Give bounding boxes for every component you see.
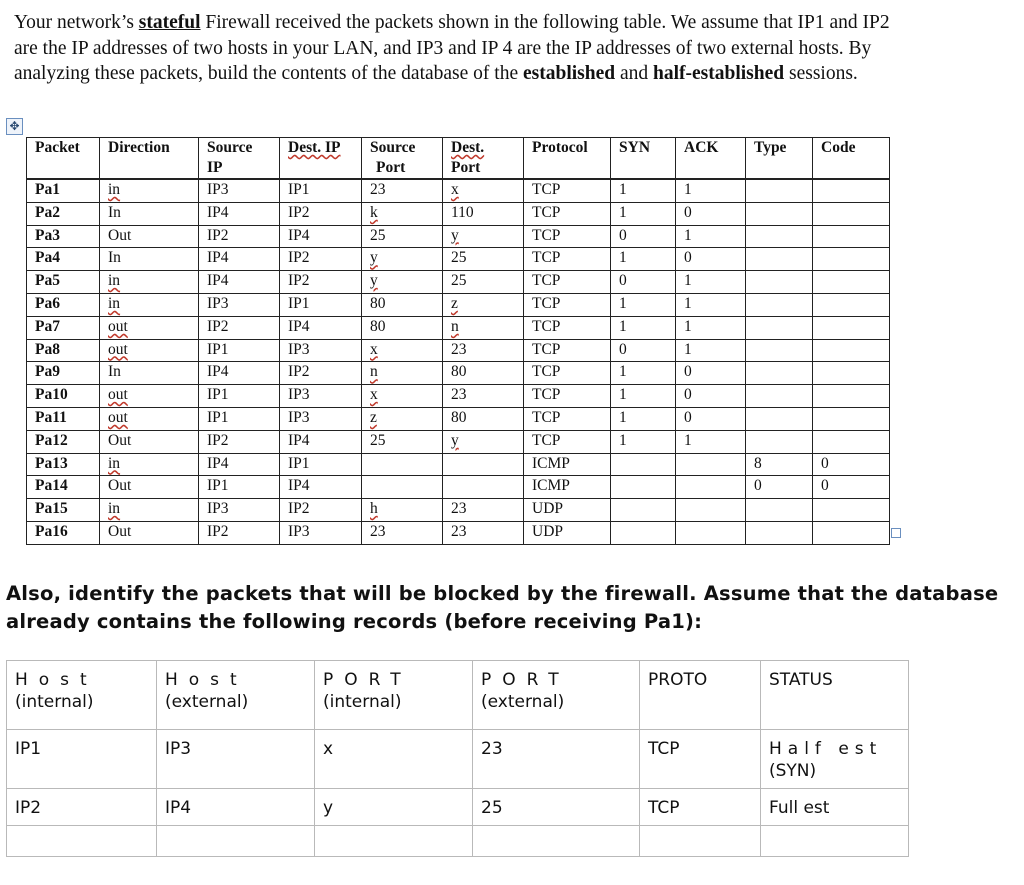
header-ack: ACK	[676, 138, 746, 180]
cell-source-port: 25	[362, 225, 443, 248]
cell-source-port: y	[362, 248, 443, 271]
cell-dest-ip: IP1	[280, 293, 362, 316]
cell-ack: 0	[676, 385, 746, 408]
cell-direction: In	[100, 362, 199, 385]
cell-code	[813, 407, 890, 430]
intro-half-established: half-established	[653, 63, 785, 84]
cell-type: 0	[746, 476, 813, 499]
cell-protocol: TCP	[524, 271, 611, 294]
cell-dest-port	[443, 453, 524, 476]
cell-direction: In	[100, 202, 199, 225]
cell-packet: Pa4	[27, 248, 100, 271]
cell-direction: in	[100, 453, 199, 476]
cell-packet: Pa8	[27, 339, 100, 362]
question-paragraph: Also, identify the packets that will be blocked by the firewall. Assume that the database already contains the following records (before receiving Pa1):	[6, 582, 999, 633]
cell-dest-port: 25	[443, 271, 524, 294]
cell-protocol: TCP	[524, 339, 611, 362]
cell-type	[746, 521, 813, 544]
cell-dest-ip: IP1	[280, 179, 362, 202]
cell-dest-port: 23	[443, 385, 524, 408]
empty-cell	[473, 826, 640, 857]
cell-source-ip: IP1	[199, 476, 280, 499]
header-source-ip: Source IP	[199, 138, 280, 180]
cell-source-ip: IP3	[199, 179, 280, 202]
cell-packet: Pa16	[27, 521, 100, 544]
cell-code	[813, 202, 890, 225]
cell-source-ip: IP4	[199, 362, 280, 385]
cell-packet: Pa9	[27, 362, 100, 385]
cell-ack	[676, 453, 746, 476]
cell-dest-port: 110	[443, 202, 524, 225]
header-host-internal: Host (internal)	[7, 661, 157, 730]
cell-protocol: TCP	[524, 248, 611, 271]
cell-dest-port: 23	[443, 339, 524, 362]
cell-direction: out	[100, 316, 199, 339]
cell-source-ip: IP2	[199, 316, 280, 339]
cell-syn: 1	[611, 385, 676, 408]
session-row-empty	[7, 826, 909, 857]
cell-protocol: TCP	[524, 225, 611, 248]
packet-row	[27, 453, 890, 476]
cell-direction: out	[100, 385, 199, 408]
cell-protocol: TCP	[524, 385, 611, 408]
cell-code	[813, 248, 890, 271]
cell-syn	[611, 521, 676, 544]
cell-type	[746, 430, 813, 453]
cell-dest-port: y	[443, 225, 524, 248]
cell-dest-ip: IP2	[280, 499, 362, 522]
empty-cell	[157, 826, 315, 857]
cell-type	[746, 271, 813, 294]
cell-dest-port: 80	[443, 407, 524, 430]
cell-syn: 0	[611, 271, 676, 294]
cell-source-ip: IP3	[199, 499, 280, 522]
cell-code	[813, 385, 890, 408]
intro-text-3: and	[615, 63, 654, 84]
intro-text-4: sessions.	[784, 63, 858, 84]
packet-row	[27, 225, 890, 248]
session-port-external: 25	[473, 789, 640, 826]
cell-dest-port: 23	[443, 521, 524, 544]
cell-source-port	[362, 476, 443, 499]
cell-syn	[611, 453, 676, 476]
cell-protocol: TCP	[524, 362, 611, 385]
session-proto: TCP	[640, 730, 761, 789]
cell-direction: out	[100, 339, 199, 362]
cell-syn	[611, 476, 676, 499]
cell-code	[813, 225, 890, 248]
cell-syn	[611, 499, 676, 522]
cell-dest-ip: IP4	[280, 430, 362, 453]
header-direction: Direction	[100, 138, 199, 180]
cell-dest-port: z	[443, 293, 524, 316]
cell-code	[813, 316, 890, 339]
packets-body	[27, 179, 890, 544]
cell-code	[813, 362, 890, 385]
packet-row	[27, 293, 890, 316]
header-packet: Packet	[27, 138, 100, 180]
cell-source-port: 80	[362, 293, 443, 316]
cell-ack: 1	[676, 316, 746, 339]
cell-code	[813, 499, 890, 522]
header-dest-ip: Dest. IP	[280, 138, 362, 180]
sessions-header-row	[7, 661, 909, 730]
table-move-handle-icon[interactable]: ✥	[6, 118, 23, 135]
cell-packet: Pa1	[27, 179, 100, 202]
cell-type	[746, 293, 813, 316]
cell-source-port: 23	[362, 521, 443, 544]
cell-source-ip: IP2	[199, 225, 280, 248]
cell-direction: Out	[100, 430, 199, 453]
cell-packet: Pa5	[27, 271, 100, 294]
cell-packet: Pa13	[27, 453, 100, 476]
cell-code: 0	[813, 476, 890, 499]
cell-source-ip: IP1	[199, 385, 280, 408]
cell-source-port: x	[362, 339, 443, 362]
packet-row	[27, 430, 890, 453]
session-port-internal: x	[315, 730, 473, 789]
cell-direction: In	[100, 248, 199, 271]
cell-direction: Out	[100, 225, 199, 248]
session-proto: TCP	[640, 789, 761, 826]
cell-ack	[676, 499, 746, 522]
cell-dest-ip: IP3	[280, 407, 362, 430]
packet-row	[27, 407, 890, 430]
cell-dest-port: 25	[443, 248, 524, 271]
header-type: Type	[746, 138, 813, 180]
cell-packet: Pa11	[27, 407, 100, 430]
cell-protocol: TCP	[524, 179, 611, 202]
packet-row	[27, 179, 890, 202]
empty-cell	[761, 826, 909, 857]
header-port-internal: PORT (internal)	[315, 661, 473, 730]
intro-paragraph	[14, 10, 914, 87]
cell-ack: 0	[676, 248, 746, 271]
cell-ack: 0	[676, 202, 746, 225]
cell-ack: 1	[676, 339, 746, 362]
cell-ack: 1	[676, 179, 746, 202]
cell-source-port: n	[362, 362, 443, 385]
session-row	[7, 730, 909, 789]
cell-direction: Out	[100, 521, 199, 544]
cell-ack	[676, 521, 746, 544]
session-host-external: IP4	[157, 789, 315, 826]
cell-syn: 0	[611, 339, 676, 362]
cell-source-ip: IP2	[199, 521, 280, 544]
cell-dest-ip: IP2	[280, 202, 362, 225]
packet-row	[27, 248, 890, 271]
session-status: Full est	[761, 789, 909, 826]
session-port-external: 23	[473, 730, 640, 789]
session-host-internal: IP1	[7, 730, 157, 789]
cell-protocol: TCP	[524, 293, 611, 316]
cell-direction: Out	[100, 476, 199, 499]
cell-type	[746, 225, 813, 248]
cell-dest-ip: IP3	[280, 521, 362, 544]
empty-cell	[640, 826, 761, 857]
session-host-external: IP3	[157, 730, 315, 789]
packet-row	[27, 202, 890, 225]
cell-direction: in	[100, 293, 199, 316]
cell-protocol: UDP	[524, 499, 611, 522]
cell-source-ip: IP1	[199, 339, 280, 362]
cell-type	[746, 248, 813, 271]
cell-syn: 0	[611, 225, 676, 248]
cell-source-port: 25	[362, 430, 443, 453]
packet-row	[27, 476, 890, 499]
intro-text-1: Your network’s	[14, 12, 139, 33]
cell-type	[746, 179, 813, 202]
cell-protocol: ICMP	[524, 453, 611, 476]
session-port-internal: y	[315, 789, 473, 826]
cell-syn: 1	[611, 362, 676, 385]
cell-source-ip: IP1	[199, 407, 280, 430]
header-host-external: Host (external)	[157, 661, 315, 730]
cell-dest-ip: IP4	[280, 316, 362, 339]
cell-packet: Pa15	[27, 499, 100, 522]
table-resize-handle[interactable]	[891, 528, 901, 538]
cell-dest-ip: IP1	[280, 453, 362, 476]
cell-protocol: UDP	[524, 521, 611, 544]
cell-ack: 0	[676, 407, 746, 430]
cell-ack	[676, 476, 746, 499]
cell-code	[813, 179, 890, 202]
cell-code	[813, 293, 890, 316]
packets-table	[26, 137, 890, 545]
cell-dest-ip: IP3	[280, 339, 362, 362]
cell-source-port: 80	[362, 316, 443, 339]
empty-cell	[315, 826, 473, 857]
packets-header-row	[27, 138, 890, 180]
session-row	[7, 789, 909, 826]
header-dest-port: Dest. Port	[443, 138, 524, 180]
cell-packet: Pa7	[27, 316, 100, 339]
cell-source-port: z	[362, 407, 443, 430]
cell-ack: 1	[676, 430, 746, 453]
cell-packet: Pa14	[27, 476, 100, 499]
empty-cell	[7, 826, 157, 857]
cell-packet: Pa3	[27, 225, 100, 248]
cell-direction: in	[100, 271, 199, 294]
cell-dest-ip: IP2	[280, 248, 362, 271]
cell-ack: 0	[676, 362, 746, 385]
cell-type	[746, 202, 813, 225]
intro-established: established	[523, 63, 616, 84]
cell-protocol: TCP	[524, 430, 611, 453]
cell-code	[813, 271, 890, 294]
cell-packet: Pa10	[27, 385, 100, 408]
packet-row	[27, 521, 890, 544]
cell-direction: in	[100, 499, 199, 522]
cell-dest-port: n	[443, 316, 524, 339]
packet-row	[27, 339, 890, 362]
cell-type: 8	[746, 453, 813, 476]
cell-syn: 1	[611, 407, 676, 430]
cell-source-port: x	[362, 385, 443, 408]
cell-source-port: y	[362, 271, 443, 294]
cell-ack: 1	[676, 293, 746, 316]
packet-row	[27, 385, 890, 408]
cell-protocol: TCP	[524, 202, 611, 225]
cell-dest-ip: IP3	[280, 385, 362, 408]
cell-type	[746, 316, 813, 339]
cell-dest-port	[443, 476, 524, 499]
cell-type	[746, 407, 813, 430]
cell-code	[813, 339, 890, 362]
cell-source-port	[362, 453, 443, 476]
cell-syn: 1	[611, 179, 676, 202]
cell-ack: 1	[676, 225, 746, 248]
packet-row	[27, 316, 890, 339]
cell-dest-ip: IP2	[280, 271, 362, 294]
cell-packet: Pa2	[27, 202, 100, 225]
cell-code	[813, 521, 890, 544]
header-source-port: Source Port	[362, 138, 443, 180]
cell-direction: out	[100, 407, 199, 430]
cell-type	[746, 385, 813, 408]
cell-syn: 1	[611, 248, 676, 271]
session-host-internal: IP2	[7, 789, 157, 826]
cell-type	[746, 339, 813, 362]
cell-syn: 1	[611, 202, 676, 225]
header-proto: PROTO	[640, 661, 761, 730]
cell-type	[746, 362, 813, 385]
header-code: Code	[813, 138, 890, 180]
packet-row	[27, 362, 890, 385]
cell-dest-ip: IP2	[280, 362, 362, 385]
cell-dest-port: y	[443, 430, 524, 453]
cell-packet: Pa6	[27, 293, 100, 316]
header-protocol: Protocol	[524, 138, 611, 180]
cell-ack: 1	[676, 271, 746, 294]
sessions-table	[6, 660, 909, 857]
cell-dest-ip: IP4	[280, 225, 362, 248]
cell-source-ip: IP2	[199, 430, 280, 453]
cell-packet: Pa12	[27, 430, 100, 453]
cell-code: 0	[813, 453, 890, 476]
session-status: Half est (SYN)	[761, 730, 909, 789]
cell-source-port: 23	[362, 179, 443, 202]
header-status: STATUS	[761, 661, 909, 730]
header-syn: SYN	[611, 138, 676, 180]
cell-source-port: h	[362, 499, 443, 522]
cell-syn: 1	[611, 430, 676, 453]
cell-source-ip: IP3	[199, 293, 280, 316]
intro-text-2: Firewall received the packets shown in the following table. We assume that IP1 and IP2 are the IP addresses of two hosts in your LAN, and IP3 and IP 4 are the IP addresses of two external hosts. By analyzing these packets, build the contents of the database of the	[14, 12, 890, 84]
cell-protocol: TCP	[524, 407, 611, 430]
cell-protocol: ICMP	[524, 476, 611, 499]
cell-type	[746, 499, 813, 522]
cell-syn: 1	[611, 293, 676, 316]
cell-source-port: k	[362, 202, 443, 225]
intro-stateful: stateful	[138, 12, 201, 33]
cell-source-ip: IP4	[199, 248, 280, 271]
cell-protocol: TCP	[524, 316, 611, 339]
cell-source-ip: IP4	[199, 271, 280, 294]
header-port-external: PORT (external)	[473, 661, 640, 730]
packet-row	[27, 271, 890, 294]
cell-dest-port: 80	[443, 362, 524, 385]
cell-source-ip: IP4	[199, 453, 280, 476]
cell-code	[813, 430, 890, 453]
packet-row	[27, 499, 890, 522]
cell-dest-ip: IP4	[280, 476, 362, 499]
cell-dest-port: 23	[443, 499, 524, 522]
cell-source-ip: IP4	[199, 202, 280, 225]
cell-dest-port: x	[443, 179, 524, 202]
cell-direction: in	[100, 179, 199, 202]
cell-syn: 1	[611, 316, 676, 339]
